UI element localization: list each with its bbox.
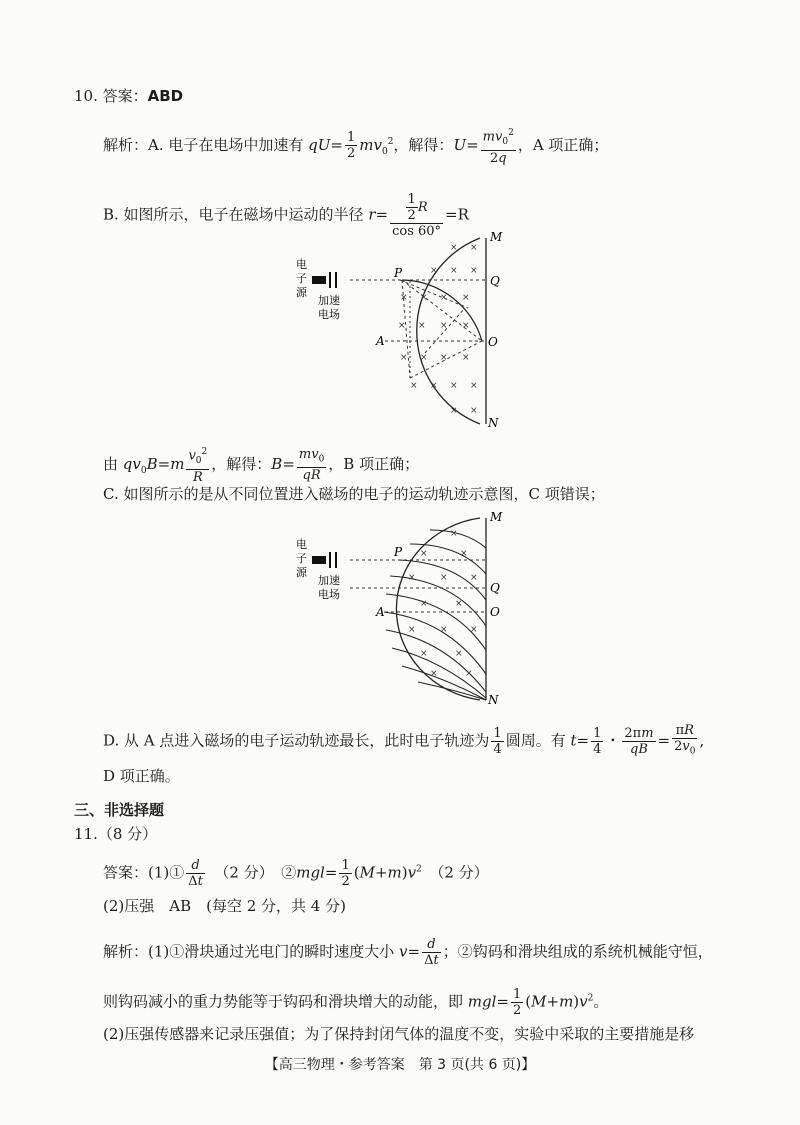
svg-text:A: A xyxy=(376,334,385,348)
svg-text:×: × xyxy=(450,381,458,391)
q10-heading xyxy=(74,86,183,106)
svg-text:Q: Q xyxy=(490,274,500,288)
svg-text:子: 子 xyxy=(296,272,307,285)
q10-answer: ABD xyxy=(147,87,184,105)
section-title: 三、非选择题 xyxy=(74,801,165,819)
q10-b2-line: 由 $qv_0B=m$ $\frac{v_0^2}{R}$ ，解得：B= $\frac{mv_0}{qR}$ ，B 项正确； xyxy=(103,446,420,485)
svg-text:电: 电 xyxy=(296,538,307,551)
svg-text:×: × xyxy=(455,599,463,609)
svg-text:电: 电 xyxy=(296,258,307,271)
svg-text:M: M xyxy=(490,230,503,244)
svg-text:×: × xyxy=(398,321,406,331)
svg-text:×: × xyxy=(470,243,478,253)
svg-text:×: × xyxy=(420,549,428,559)
svg-text:×: × xyxy=(462,353,470,363)
q11-part2: (2)压强 AB (每空 2 分，共 4 分) xyxy=(103,897,346,915)
svg-text:加速: 加速 xyxy=(318,294,340,307)
q11-explanation-3: (2)压强传感器来记录压强值；为了保持封闭气体的温度不变，实验中采取的主要措施是移 xyxy=(103,1025,695,1043)
svg-text:O: O xyxy=(490,605,500,619)
svg-text:P: P xyxy=(394,266,403,280)
svg-text:子: 子 xyxy=(296,552,307,565)
svg-text:Q: Q xyxy=(490,581,500,595)
svg-text:O: O xyxy=(488,335,498,349)
svg-text:源: 源 xyxy=(296,566,307,579)
svg-text:×: × xyxy=(440,353,448,363)
svg-text:N: N xyxy=(488,693,499,707)
svg-text:×: × xyxy=(420,649,428,659)
svg-text:×: × xyxy=(450,243,458,253)
svg-text:×: × xyxy=(430,266,438,276)
q10-number: 10. 答案： xyxy=(74,87,148,105)
svg-text:×: × xyxy=(440,293,448,303)
svg-text:×: × xyxy=(400,293,408,303)
svg-text:×: × xyxy=(420,293,428,303)
svg-text:×: × xyxy=(440,321,448,331)
svg-text:×: × xyxy=(462,321,470,331)
svg-text:电场: 电场 xyxy=(318,308,340,321)
svg-text:N: N xyxy=(488,416,499,430)
svg-text:×: × xyxy=(408,573,416,583)
q11-answer-line: 答案：(1)① $\frac{d}{\Delta t}$ （2 分） ②mgl= $\frac{1}{2}$ $(M+m)v^2$ （2 分） xyxy=(103,858,489,889)
q10-a-line: 解析：A. 电子在电场中加速有 qU= $\frac{1}{2}$ $mv_0^2$，解得：U= $\frac{mv_0^2}{2q}$ ，A 项正确； xyxy=(103,128,609,166)
svg-text:电场: 电场 xyxy=(318,588,340,601)
svg-text:×: × xyxy=(440,573,448,583)
svg-text:×: × xyxy=(420,599,428,609)
svg-text:×: × xyxy=(408,625,416,635)
q10-c-line: C. 如图所示的是从不同位置进入磁场的电子的运动轨迹示意图，C 项错误； xyxy=(103,485,605,503)
svg-text:×: × xyxy=(460,549,468,559)
svg-text:×: × xyxy=(440,625,448,635)
svg-text:×: × xyxy=(420,353,428,363)
q11-explanation-2: 则钩码减小的重力势能等于钩码和滑块增大的动能，即 mgl= $\frac{1}{2}$ $(M+m)v^2$。 xyxy=(103,987,609,1018)
svg-text:源: 源 xyxy=(296,286,307,299)
svg-text:×: × xyxy=(470,573,478,583)
svg-text:×: × xyxy=(430,669,438,679)
q11-explanation-1: 解析：(1)①滑块通过光电门的瞬时速度大小 v= $\frac{d}{\Delta t}$ ；②钩码和滑块组成的系统机械能守恒， xyxy=(103,937,713,968)
svg-text:×: × xyxy=(470,381,478,391)
svg-text:×: × xyxy=(470,406,478,416)
svg-text:×: × xyxy=(410,381,418,391)
svg-text:×: × xyxy=(455,649,463,659)
svg-text:A: A xyxy=(376,605,385,619)
svg-text:×: × xyxy=(450,529,458,539)
svg-text:×: × xyxy=(470,266,478,276)
svg-text:×: × xyxy=(430,381,438,391)
page-footer: 【高三物理・参考答案 第 3 页(共 6 页)】 xyxy=(264,1057,536,1073)
svg-text:×: × xyxy=(450,406,458,416)
svg-text:×: × xyxy=(470,625,478,635)
svg-text:加速: 加速 xyxy=(318,574,340,587)
svg-text:×: × xyxy=(450,266,458,276)
svg-text:×: × xyxy=(418,321,426,331)
figure-1-magnetic-field xyxy=(290,228,520,433)
figure-2-trajectories xyxy=(290,508,520,708)
q11-heading: 11.（8 分） xyxy=(74,825,158,843)
svg-text:×: × xyxy=(462,293,470,303)
svg-text:M: M xyxy=(490,510,503,524)
svg-text:P: P xyxy=(394,545,403,559)
q10-b-line: B. 如图所示，电子在磁场中运动的半径 r= $\frac{1}{2}$ R cos 60° =R xyxy=(103,192,469,239)
q10-d-conclusion: D 项正确。 xyxy=(103,767,180,785)
svg-text:×: × xyxy=(465,669,473,679)
q10-d-line: D. 从 A 点进入磁场的电子运动轨迹最长，此时电子轨迹为 $\frac{1}{4}$ 圆周。有 t= $\frac{1}{4}$ ・ $\frac{2\pi m}{qB}$ = $\frac{\pi R}{2v_0}$ , xyxy=(103,723,705,757)
svg-text:×: × xyxy=(400,353,408,363)
